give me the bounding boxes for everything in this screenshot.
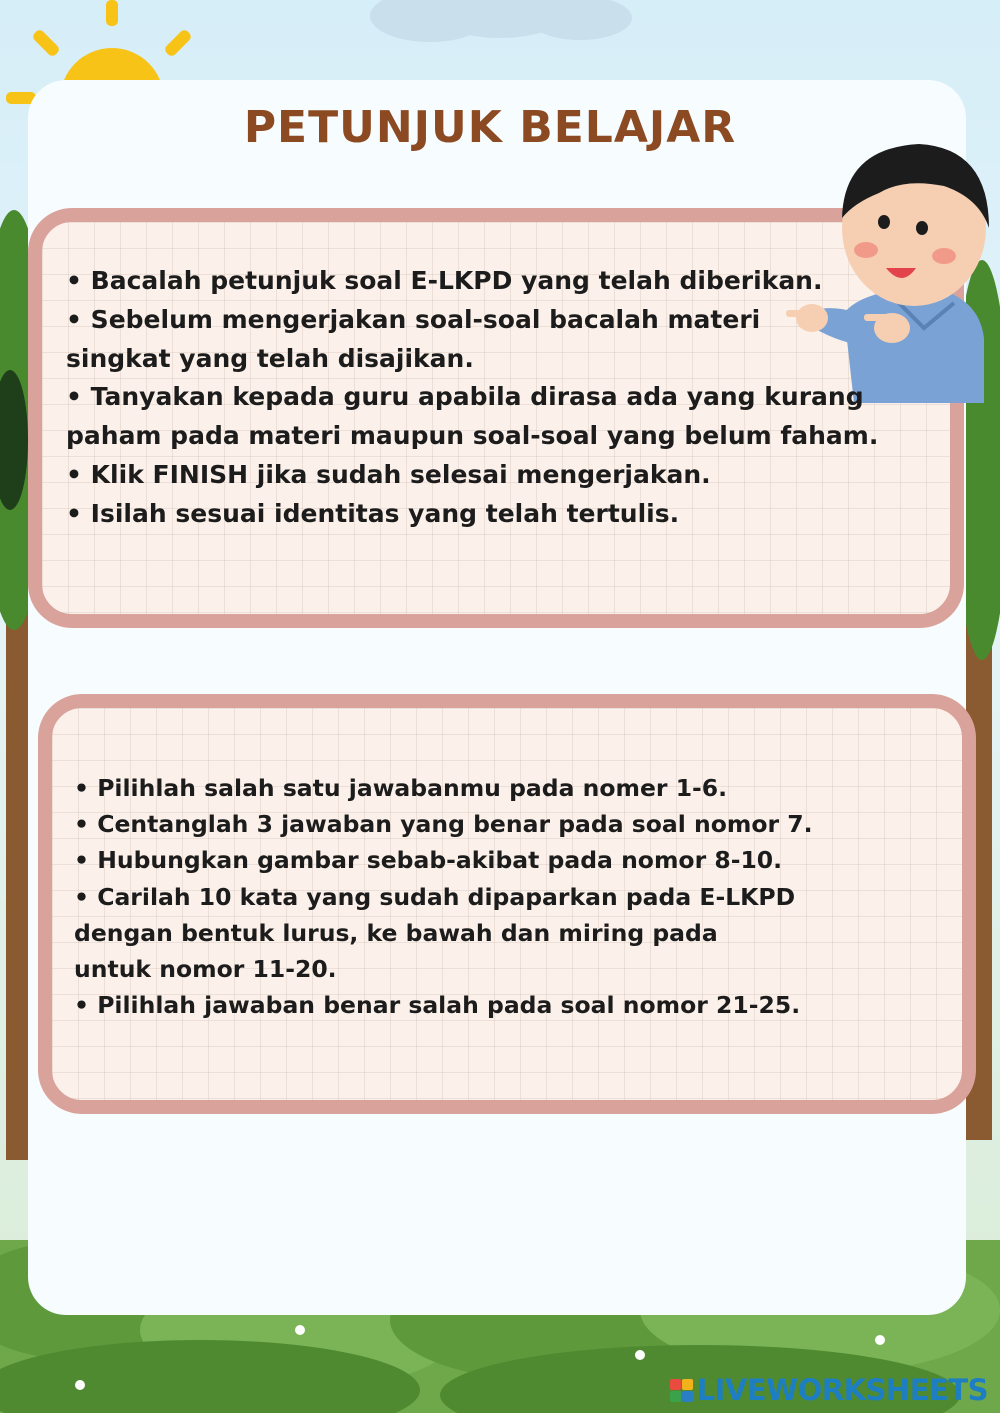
- instruction-line: • Pilihlah salah satu jawabanmu pada nomer 1-6.: [74, 774, 728, 802]
- instruction-line: • Hubungkan gambar sebab-akibat pada nomor 8-10.: [74, 846, 783, 875]
- instruction-line: paham pada materi maupun soal-soal yang belum faham.: [66, 421, 879, 451]
- logo-squares-icon: [670, 1379, 693, 1402]
- instructions-list-1: [66, 262, 926, 534]
- page-title: PETUNJUK BELAJAR: [243, 102, 737, 153]
- instruction-line: • Bacalah petunjuk soal E-LKPD yang telah diberikan.: [66, 266, 823, 295]
- instruction-line: • Klik FINISH jika sudah selesai mengerjakan.: [66, 459, 711, 489]
- instruction-line: dengan bentuk lurus, ke bawah dan miring pada: [74, 918, 718, 947]
- instruction-line: • Tanyakan kepada guru apabila dirasa ada yang kurang: [66, 382, 864, 412]
- cloud-icon: [370, 0, 632, 42]
- liveworksheets-logo: [670, 1373, 988, 1407]
- logo-text: LIVEWORKSHEETS: [696, 1373, 988, 1407]
- instruction-line: • Centanglah 3 jawaban yang benar pada soal nomor 7.: [74, 810, 813, 839]
- instruction-line: untuk nomor 11-20.: [74, 955, 337, 984]
- instruction-line: • Carilah 10 kata yang sudah dipaparkan pada E-LKPD: [74, 882, 796, 911]
- instruction-line: • Sebelum mengerjakan soal-soal bacalah materi: [66, 304, 761, 334]
- instruction-line: • Isilah sesuai identitas yang telah tertulis.: [66, 498, 680, 528]
- instruction-line: singkat yang telah disajikan.: [66, 343, 474, 373]
- instructions-list-2: [74, 770, 934, 1023]
- instruction-line: • Pilihlah jawaban benar salah pada soal nomor 21-25.: [74, 991, 801, 1020]
